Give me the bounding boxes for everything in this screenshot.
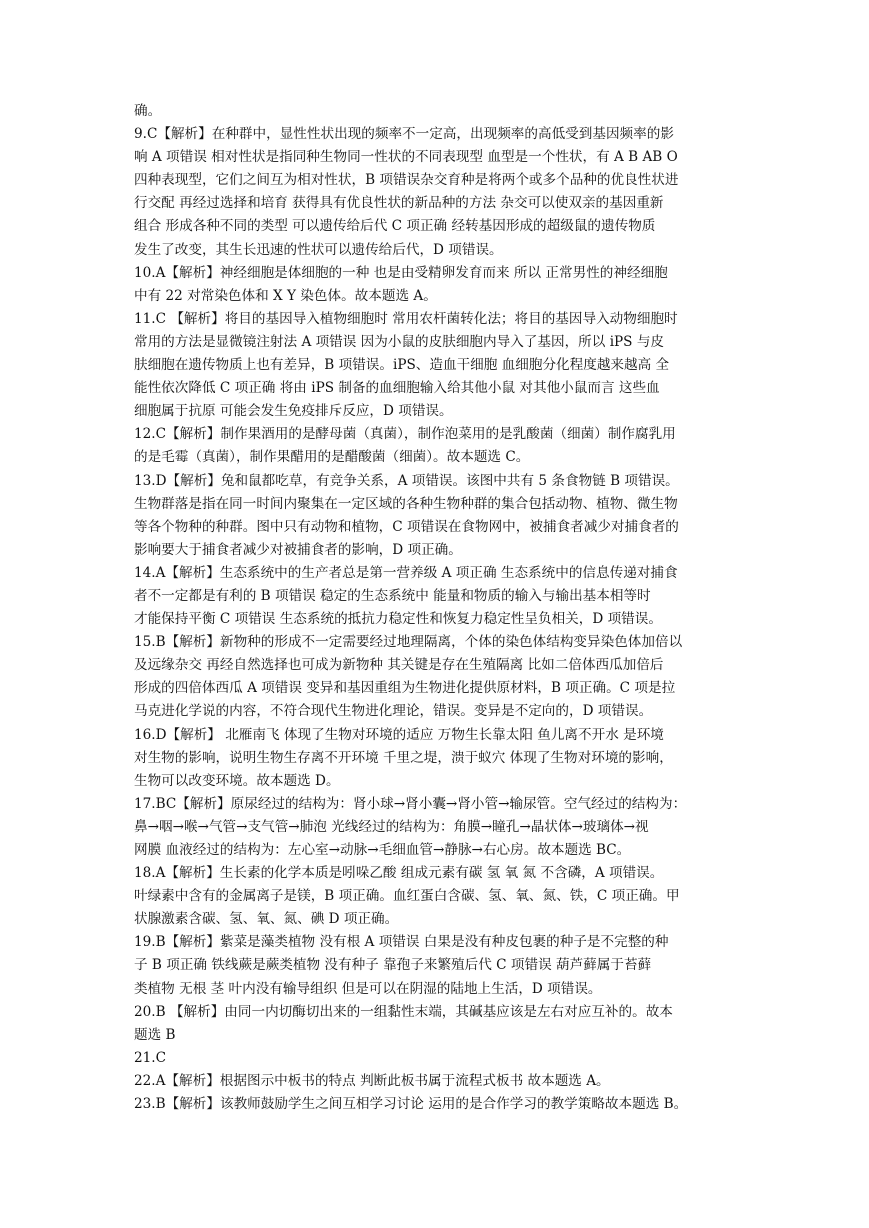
text-line: 17.BC【解析】原尿经过的结构为：肾小球→肾小囊→肾小管→输尿管。空气经过的结构为： [134,795,687,812]
text-line: 网膜 血液经过的结构为：左心室→动脉→毛细血管→静脉→右心房。故本题选 BC。 [134,842,631,858]
text-line: 确。 [134,103,162,119]
text-line: 22.A【解析】根据图示中板书的特点 判断此板书属于流程式板书 故本题选 A。 [134,1072,610,1089]
text-line: 能性依次降低 C 项正确 将由 iPS 制备的血细胞输入给其他小鼠 对其他小鼠而言 这些血 [134,380,660,397]
text-line: 对生物的影响，说明生物生存离不开环境 千里之堤，溃于蚁穴 体现了生物对环境的影响， [134,749,673,766]
text-line: 9.C【解析】在种群中，显性性状出现的频率不一定高，出现频率的高低受到基因频率的影 [134,126,674,143]
text-line: 16.D【解析】 北雁南飞 体现了生物对环境的适应 万物生长靠太阳 鱼儿离不开水 是环境 [134,726,664,743]
text-line: 肤细胞在遗传物质上也有差异，B 项错误。iPS、造血干细胞 血细胞分化程度越来越高 全 [134,357,670,374]
text-line: 18.A【解析】生长素的化学本质是吲哚乙酸 组成元素有碳 氢 氧 氮 不含磷，A 项错误。 [134,865,664,882]
text-line: 19.B【解析】紫菜是藻类植物 没有根 A 项错误 白果是没有种皮包裹的种子是不完整的种 [134,934,669,951]
text-line: 叶绿素中含有的金属离子是镁，B 项正确。血红蛋白含碳、氢、氧、氮、铁，C 项正确。甲 [134,888,680,905]
text-line: 14.A【解析】生态系统中的生产者总是第一营养级 A 项正确 生态系统中的信息传递对捕食 [134,564,678,581]
text-line: 21.C [134,1049,167,1066]
text-line: 中有 22 对常染色体和 X Y 染色体。故本题选 A。 [134,287,437,304]
text-line: 12.C【解析】制作果酒用的是酵母菌（真菌），制作泡菜用的是乳酸菌（细菌）制作腐乳用 [134,426,676,443]
text-line: 发生了改变，其生长迅速的性状可以遗传给后代，D 项错误。 [134,241,503,258]
text-line: 四种表现型，它们之间互为相对性状，B 项错误杂交育种是将两个或多个品种的优良性状进 [134,172,679,189]
text-line: 影响要大于捕食者减少对被捕食者的影响，D 项正确。 [134,541,462,558]
text-line: 题选 B [134,1026,176,1043]
text-line: 组合 形成各种不同的类型 可以遗传给后代 C 项正确 经转基因形成的超级鼠的遗传物质 [134,218,656,235]
text-line: 状腺激素含碳、氢、氧、氮、碘 D 项正确。 [134,911,399,928]
text-line: 细胞属于抗原 可能会发生免疫排斥反应，D 项错误。 [134,403,453,420]
text-line: 生物群落是指在同一时间内聚集在一定区域的各种生物种群的集合包括动物、植物、微生物 [134,495,678,512]
answer-explanations [134,100,734,1116]
text-line: 20.B 【解析】由同一内切酶切出来的一组黏性末端，其碱基应该是左右对应互补的。故本 [134,1003,673,1020]
text-line: 的是毛霉（真菌），制作果醋用的是醋酸菌（细菌）。故本题选 C。 [134,449,530,466]
text-line: 等各个物种的种群。图中只有动物和植物，C 项错误在食物网中，被捕食者减少对捕食者的 [134,518,679,535]
text-line: 23.B【解析】该教师鼓励学生之间互相学习讨论 运用的是合作学习的教学策略故本题选 B。 [134,1096,688,1113]
text-line: 生物可以改变环境。故本题选 D。 [134,772,340,789]
text-line: 11.C 【解析】将目的基因导入植物细胞时 常用农杆菌转化法；将目的基因导入动物细胞时 [134,310,678,327]
text-line: 类植物 无根 茎 叶内没有输导组织 但是可以在阴湿的陆地上生活，D 项错误。 [134,980,602,997]
text-line: 及远缘杂交 再经自然选择也可成为新物种 其关键是存在生殖隔离 比如二倍体西瓜加倍后 [134,657,664,674]
text-line: 鼻→咽→喉→气管→支气管→肺泡 光线经过的结构为：角膜→瞳孔→晶状体→玻璃体→视 [134,818,649,835]
text-line: 响 A 项错误 相对性状是指同种生物同一性状的不同表现型 血型是一个性状，有 A B AB O [134,149,678,166]
text-line: 才能保持平衡 C 项错误 生态系统的抵抗力稳定性和恢复力稳定性呈负相关，D 项错误。 [134,611,662,628]
text-line: 10.A【解析】神经细胞是体细胞的一种 也是由受精卵发育而来 所以 正常男性的神经细胞 [134,264,668,281]
text-line: 13.D【解析】兔和鼠都吃草，有竞争关系，A 项错误。该图中共有 5 条食物链 B 项错误。 [134,472,679,489]
text-line: 15.B【解析】新物种的形成不一定需要经过地理隔离，个体的染色体结构变异染色体加倍以 [134,634,683,651]
text-line: 子 B 项正确 铁线蕨是蕨类植物 没有种子 靠孢子来繁殖后代 C 项错误 葫芦藓属于苔藓 [134,957,652,974]
text-line: 马克进化学说的内容，不符合现代生物进化理论，错误。变异是不定向的，D 项错误。 [134,703,653,720]
text-line: 形成的四倍体西瓜 A 项错误 变异和基因重组为生物进化提供原材料，B 项正确。C 项是拉 [134,680,676,697]
text-line: 常用的方法是显微镜注射法 A 项错误 因为小鼠的皮肤细胞内导入了基因，所以 iPS 与皮 [134,333,665,350]
text-line: 行交配 再经过选择和培育 获得具有优良性状的新品种的方法 杂交可以使双亲的基因重新 [134,195,664,212]
text-line: 者不一定都是有利的 B 项错误 稳定的生态系统中 能量和物质的输入与输出基本相等时 [134,587,651,604]
